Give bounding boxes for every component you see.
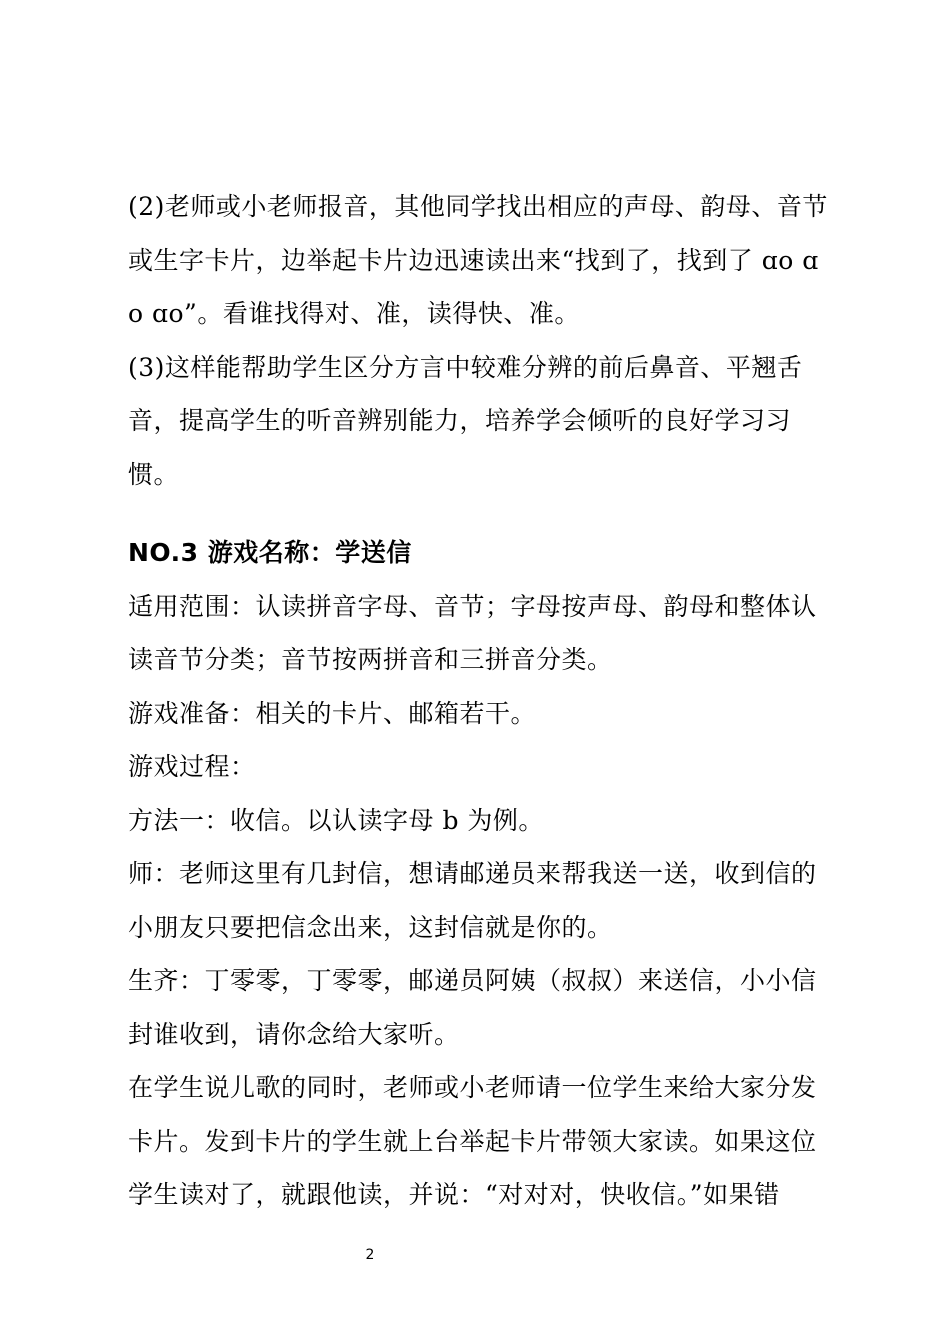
paragraph: 方法一：收信。以认读字母 b 为例。 [128, 805, 544, 835]
paragraph: 生齐：丁零零，丁零零，邮递员阿姨（叔叔）来送信，小小信封谁收到，请你念给大家听。 [128, 966, 817, 1049]
section-previous-game [128, 180, 828, 501]
paragraph: (3)这样能帮助学生区分方言中较难分辨的前后鼻音、平翘舌音，提高学生的听音辨别能力，培养学会倾听的良好学习习惯。 [128, 352, 803, 489]
paragraph: 在学生说儿歌的同时，老师或小老师请一位学生来给大家分发卡片。发到卡片的学生就上台举起卡片带领大家读。如果这位学生读对了，就跟他读，并说：“对对对，快收信。”如果错 [128, 1073, 817, 1209]
page-number: 2 [365, 1247, 375, 1263]
paragraph: 师：老师这里有几封信，想请邮递员来帮我送一送，收到信的小朋友只要把信念出来，这封信就是你的。 [128, 859, 817, 942]
paragraph: 适用范围：认读拼音字母、音节；字母按声母、韵母和整体认读音节分类；音节按两拼音和三拼音分类。 [128, 591, 817, 674]
paragraph: 游戏过程： [128, 752, 256, 781]
section-game-3 [128, 526, 828, 1222]
paragraph: 游戏准备：相关的卡片、邮箱若干。 [128, 698, 537, 728]
paragraph: (2)老师或小老师报音，其他同学找出相应的声母、韵母、音节或生字卡片，边举起卡片边迅速读出来“找到了，找到了 ɑo ɑo ɑo”。看谁找得对、准，读得快、准。 [128, 192, 828, 328]
section-heading: NO.3 游戏名称：学送信 [128, 538, 412, 567]
